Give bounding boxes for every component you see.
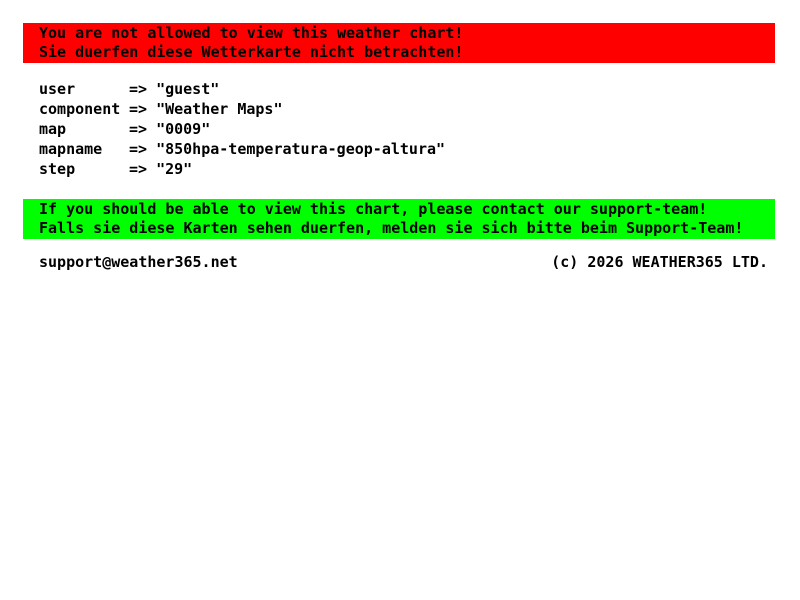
detail-row-step [39,159,445,179]
detail-row-user [39,79,445,99]
detail-key: user [39,80,76,98]
detail-value: "guest" [156,80,220,98]
access-denied-text-en: You are not allowed to view this weather chart! [39,24,464,42]
support-info-text-de: Falls sie diese Karten sehen duerfen, melden sie sich bitte beim Support-Team! [39,219,744,237]
detail-value: "0009" [156,120,211,138]
detail-key: mapname [39,140,103,158]
detail-key: step [39,160,76,178]
detail-value: "29" [156,160,193,178]
detail-row-map [39,119,445,139]
footer [39,252,768,272]
detail-key: map [39,120,67,138]
arrow-glyph: => [129,160,148,178]
detail-key: component [39,100,121,118]
detail-row-component [39,99,445,119]
detail-value: "850hpa-temperatura-geop-altura" [156,140,446,158]
support-info-text-en: If you should be able to view this chart, please contact our support-team! [39,200,708,218]
arrow-glyph: => [129,100,148,118]
request-details [39,79,445,179]
access-denied-text-de: Sie duerfen diese Wetterkarte nicht betrachten! [39,43,464,61]
access-denied-banner [23,23,775,63]
support-info-banner [23,199,775,239]
detail-row-mapname [39,139,445,159]
copyright-notice: (c) 2026 WEATHER365 LTD. [551,253,768,271]
arrow-glyph: => [129,140,148,158]
arrow-glyph: => [129,120,148,138]
support-email: support@weather365.net [39,253,238,271]
detail-value: "Weather Maps" [156,100,283,118]
arrow-glyph: => [129,80,148,98]
